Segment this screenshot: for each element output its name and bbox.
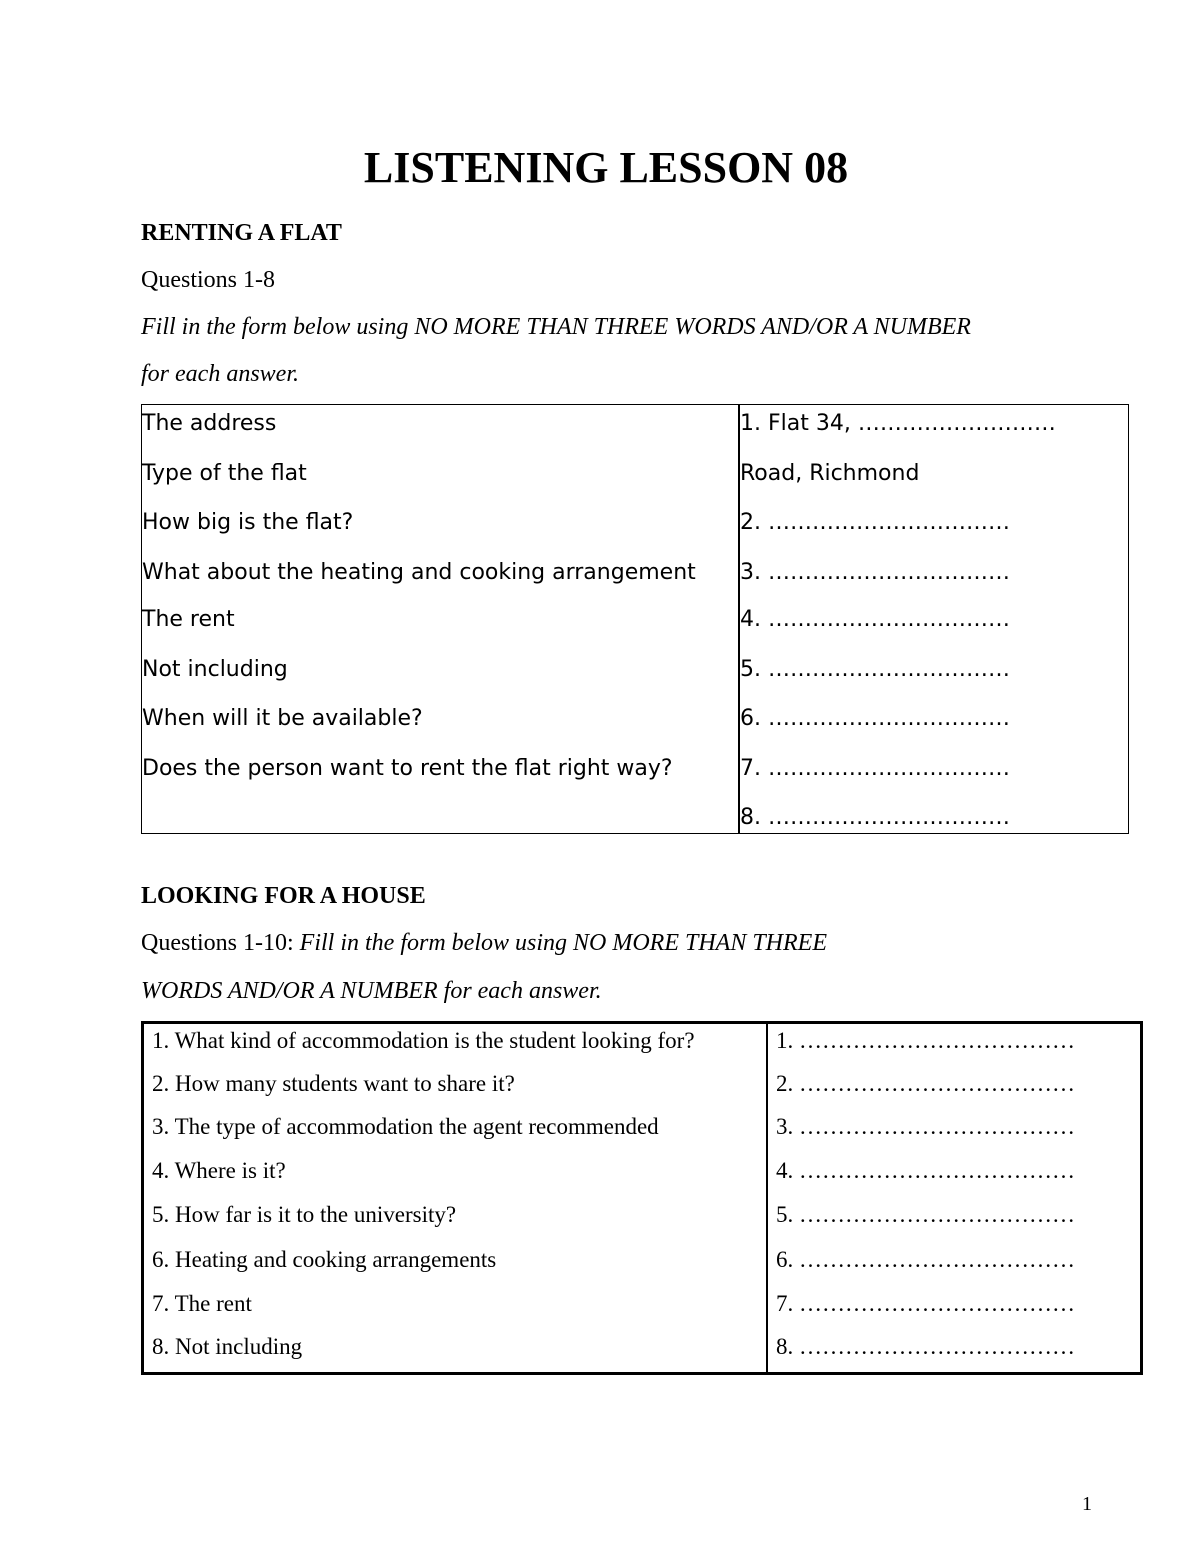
answer-blank-7[interactable]: 7. …………………………… [740, 756, 1010, 781]
answer-blank-2[interactable]: 2. ……………………………… [776, 1071, 1075, 1096]
questions-instruction-section2 [141, 928, 827, 958]
section-heading-looking-for-a-house: LOOKING FOR A HOUSE [141, 883, 426, 909]
answer-blank-7[interactable]: 7. ……………………………… [776, 1291, 1075, 1316]
table-row-label: 1. What kind of accommodation is the student looking for? [152, 1028, 695, 1053]
questions-label-section1: Questions 1-8 [141, 267, 275, 293]
table-row-label: How big is the flat? [142, 510, 354, 535]
answer-blank-4[interactable]: 4. ……………………………… [776, 1158, 1075, 1183]
answer-blank-5[interactable]: 5. ……………………………… [776, 1202, 1075, 1227]
table-row-label: Not including [142, 657, 288, 682]
instruction-line1-section2: Fill in the form below using NO MORE THAN THREE [299, 930, 827, 956]
table-row-label: 4. Where is it? [152, 1158, 286, 1183]
section-heading-renting-a-flat: RENTING A FLAT [141, 220, 342, 246]
answer-blank-3[interactable]: 3. …………………………… [740, 560, 1010, 585]
instruction-line2-section1: for each answer. [141, 361, 299, 387]
instruction-line2-section2: WORDS AND/OR A NUMBER for each answer. [141, 978, 602, 1004]
table-row-label: What about the heating and cooking arrangement [142, 560, 696, 585]
table-row-label: When will it be available? [142, 706, 423, 731]
table-row-label: 5. How far is it to the university? [152, 1202, 457, 1227]
looking-for-a-house-form-table [141, 1021, 1143, 1375]
answer-blank-2[interactable]: 2. …………………………… [740, 510, 1010, 535]
answer-blank-4[interactable]: 4. …………………………… [740, 607, 1010, 632]
answer-blank-1[interactable]: 1. ……………………………… [776, 1028, 1075, 1053]
table-row-label: 6. Heating and cooking arrangements [152, 1247, 497, 1272]
questions-label-section2: Questions 1-10: [141, 930, 300, 956]
table-row-label: 3. The type of accommodation the agent recommended [152, 1114, 659, 1139]
table-row-label: The address [142, 411, 277, 436]
answer-blank-3[interactable]: 3. ……………………………… [776, 1114, 1075, 1139]
page-number: 1 [1082, 1493, 1092, 1515]
table-row-label: Does the person want to rent the flat right way? [142, 756, 673, 781]
answer-blank-6[interactable]: 6. ……………………………… [776, 1247, 1075, 1272]
table-row-label: 2. How many students want to share it? [152, 1071, 515, 1096]
answer-blank-6[interactable]: 6. …………………………… [740, 706, 1010, 731]
answer-blank-8[interactable]: 8. …………………………… [740, 805, 1010, 830]
answer-blank-5[interactable]: 5. …………………………… [740, 657, 1010, 682]
answer-continuation: Road, Richmond [740, 461, 920, 486]
renting-a-flat-form-table [141, 404, 1129, 834]
instruction-line1-section1: Fill in the form below using NO MORE THAN THREE WORDS AND/OR A NUMBER [141, 314, 971, 340]
page-title: LISTENING LESSON 08 [363, 143, 849, 192]
table-row-label: 7. The rent [152, 1291, 252, 1316]
answer-blank-8[interactable]: 8. ……………………………… [776, 1334, 1075, 1359]
table-row-label: The rent [142, 607, 235, 632]
table-row-label: Type of the flat [142, 461, 307, 486]
answer-blank-1[interactable]: 1. Flat 34, ……………………… [740, 411, 1056, 436]
table-column-divider [766, 1024, 768, 1372]
table-row-label: 8. Not including [152, 1334, 303, 1359]
